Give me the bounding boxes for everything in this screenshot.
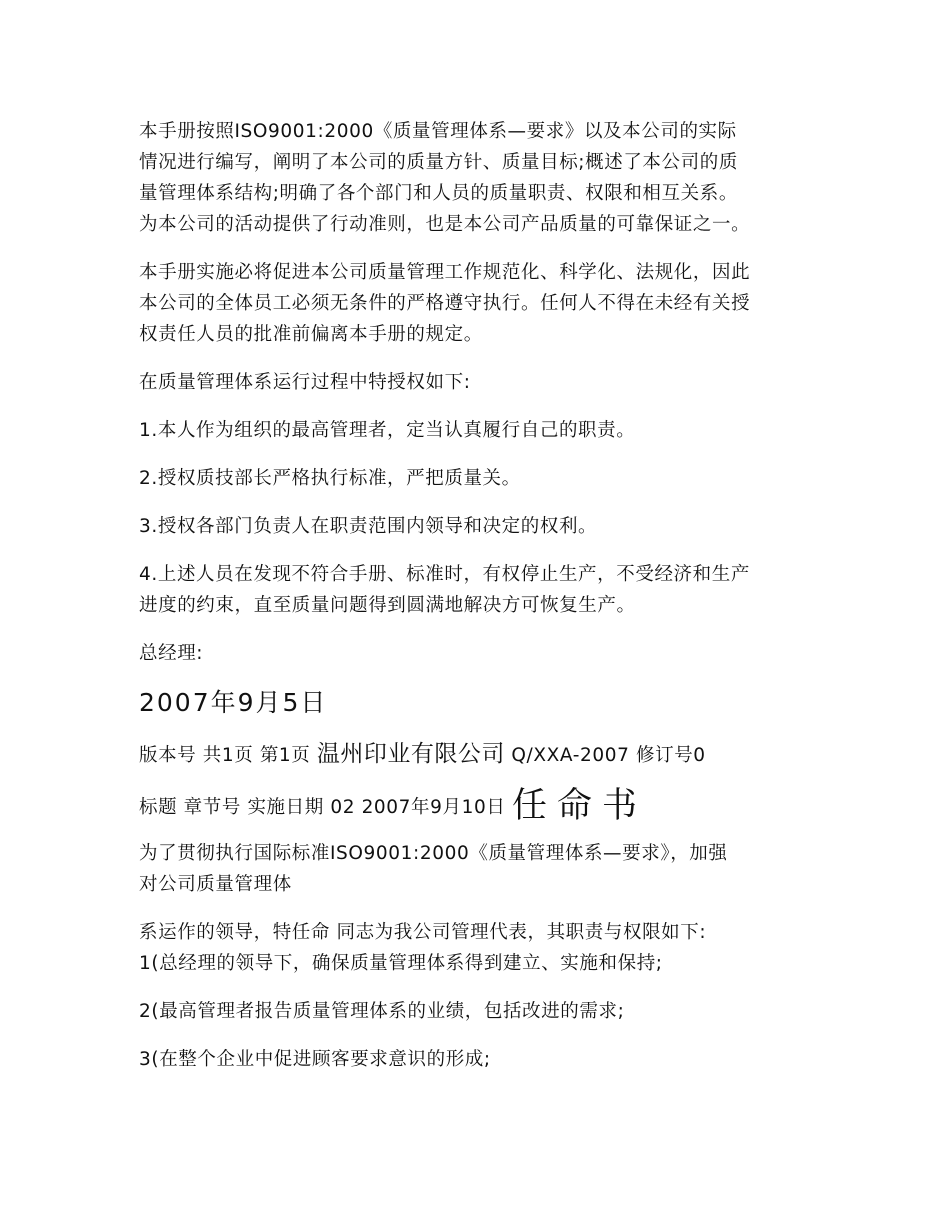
version-info: 版本号 共1页 第1页 bbox=[139, 745, 311, 766]
text-line: 权责任人员的批准前偏离本手册的规定。 bbox=[139, 324, 483, 345]
company-name: 温州印业有限公司 bbox=[316, 741, 505, 767]
document-code: Q/XXA-2007 修订号0 bbox=[511, 745, 706, 766]
document-header-line-1 bbox=[139, 734, 819, 776]
authorization-item-2: 2.授权质技部长严格执行标准，严把质量关。 bbox=[139, 468, 521, 489]
text-line: 情况进行编写，阐明了本公司的质量方针、质量目标;概述了本公司的质 bbox=[139, 152, 738, 173]
duty-item-2: 2(最高管理者报告质量管理体系的业绩，包括改进的需求; bbox=[139, 1001, 625, 1022]
text-line: 本公司的全体员工必须无条件的严格遵守执行。任何人不得在未经有关授 bbox=[139, 293, 751, 314]
text-line: 为本公司的活动提供了行动准则，也是本公司产品质量的可靠保证之一。 bbox=[139, 214, 751, 235]
appointment-paragraph-2: 系运作的领导，特任命 同志为我公司管理代表，其职责与权限如下: bbox=[139, 922, 707, 943]
text-line: 4.上述人员在发现不符合手册、标准时，有权停止生产，不受经济和生产 bbox=[139, 564, 750, 585]
text-line: 本手册按照ISO9001:2000《质量管理体系—要求》以及本公司的实际 bbox=[139, 121, 737, 142]
text-line: 进度的约束，直至质量问题得到圆满地解决方可恢复生产。 bbox=[139, 595, 636, 616]
authorization-item-3: 3.授权各部门负责人在职责范围内领导和决定的权利。 bbox=[139, 516, 598, 537]
text-line: 为了贯彻执行国际标准ISO9001:2000《质量管理体系—要求》，加强 bbox=[139, 843, 728, 864]
duty-item-3: 3(在整个企业中促进顾客要求意识的形成; bbox=[139, 1049, 491, 1070]
authorization-intro: 在质量管理体系运行过程中特授权如下: bbox=[139, 372, 471, 393]
text-line: 量管理体系结构;明确了各个部门和人员的质量职责、权限和相互关系。 bbox=[139, 183, 738, 204]
authorization-item-1: 1.本人作为组织的最高管理者，定当认真履行自己的职责。 bbox=[139, 420, 636, 441]
implementation-paragraph bbox=[139, 257, 819, 350]
signing-date: 2007年9月5日 bbox=[139, 688, 328, 717]
authorization-item-4 bbox=[139, 559, 819, 621]
intro-paragraph bbox=[139, 116, 819, 240]
general-manager-label: 总经理: bbox=[139, 643, 204, 664]
text-line: 对公司质量管理体 bbox=[139, 874, 292, 895]
text-line: 本手册实施必将促进本公司质量管理工作规范化、科学化、法规化，因此 bbox=[139, 262, 751, 283]
document-header-line-2 bbox=[139, 786, 819, 828]
header-labels: 标题 章节号 实施日期 02 2007年9月10日 bbox=[139, 797, 506, 818]
appointment-title: 任命书 bbox=[511, 786, 647, 826]
appointment-paragraph-1 bbox=[139, 838, 819, 900]
duty-item-1: 1(总经理的领导下，确保质量管理体系得到建立、实施和保持; bbox=[139, 953, 663, 974]
document-page bbox=[139, 116, 819, 1092]
